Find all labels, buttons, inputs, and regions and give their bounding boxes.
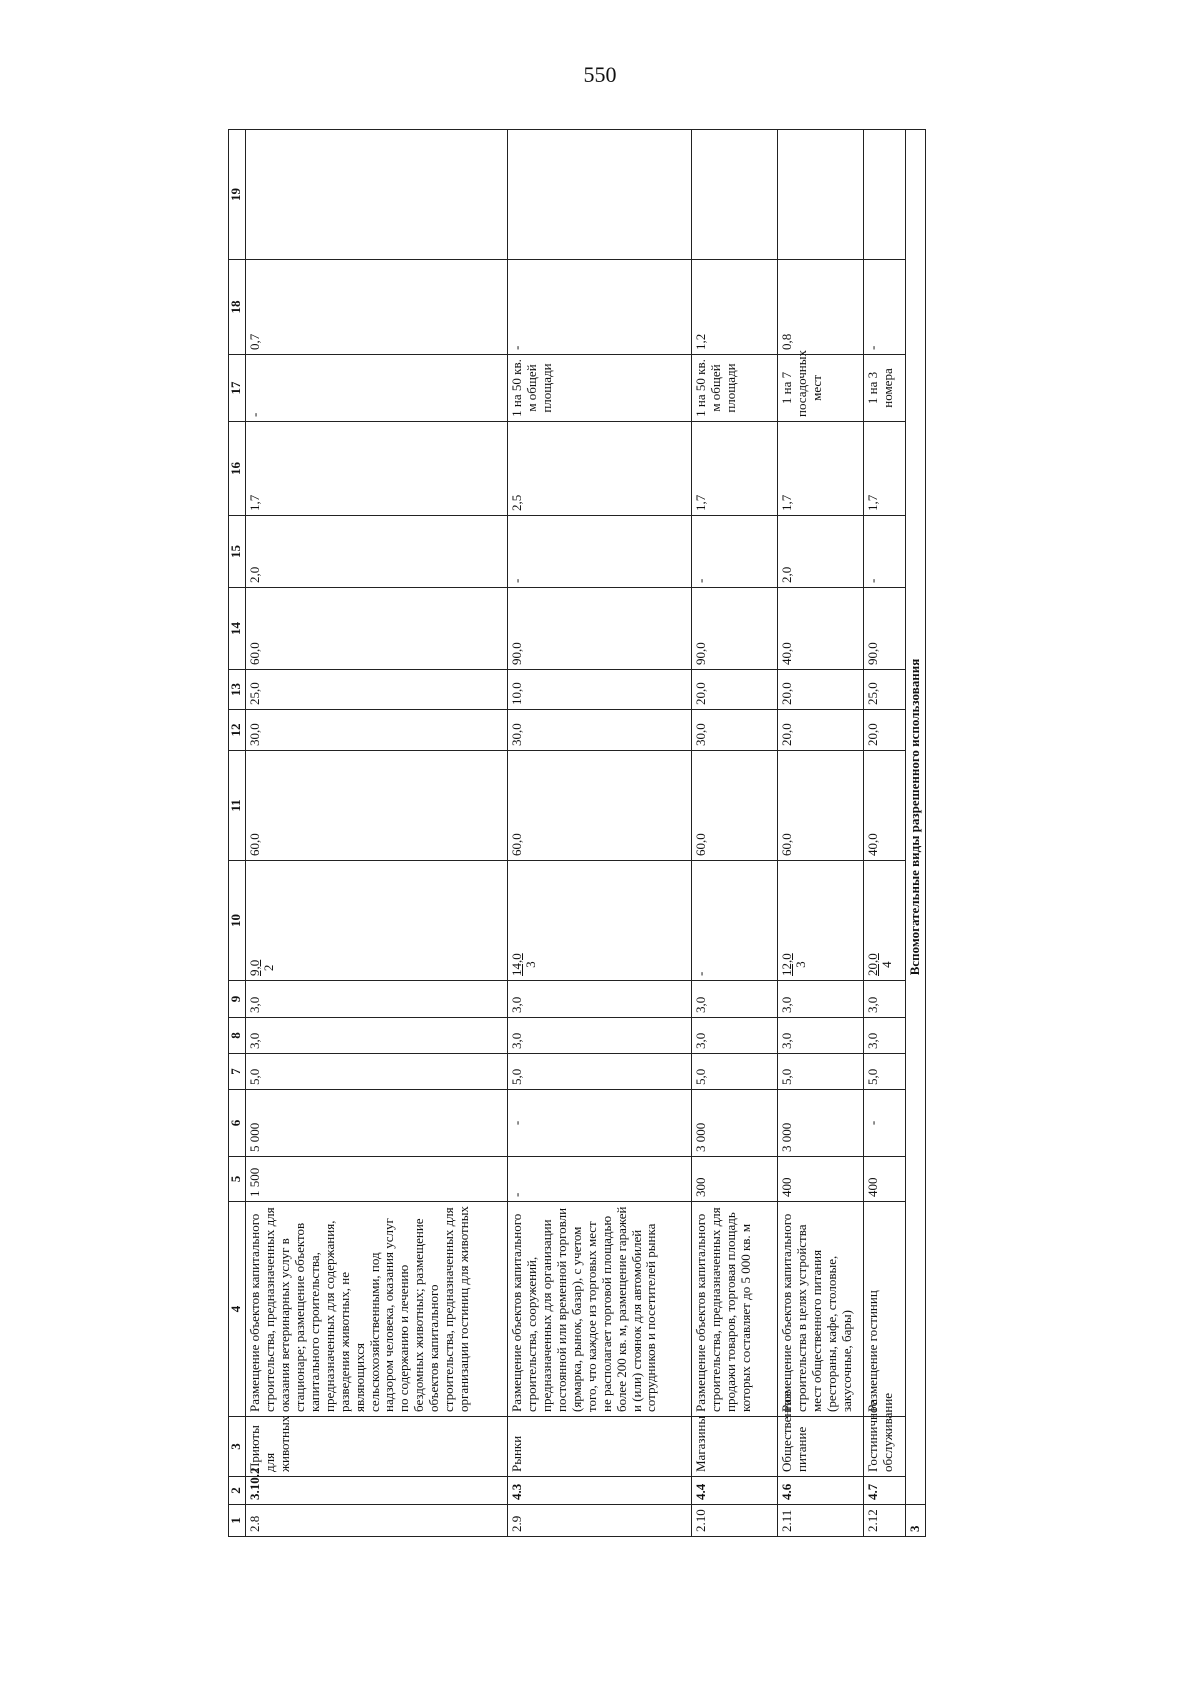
cell-row-number: 2.10 [692, 1505, 778, 1537]
cell-value: 5,0 [692, 1054, 778, 1090]
cell-value: 90,0 [692, 588, 778, 670]
cell-value: 5,0 [246, 1054, 508, 1090]
section-row [906, 130, 926, 1537]
cell-value: 25,0 [246, 670, 508, 710]
cell-value: 0,8 [778, 260, 864, 355]
section-number: 3 [906, 1505, 926, 1537]
cell-value: 1,7 [692, 422, 778, 516]
col-header: 19 [229, 130, 246, 260]
col-header: 18 [229, 260, 246, 355]
fraction [780, 953, 807, 976]
cell-value: 1,7 [246, 422, 508, 516]
cell-value: 10,0 [508, 670, 692, 710]
cell-value: 3,0 [246, 1018, 508, 1054]
col-header: 6 [229, 1090, 246, 1157]
col-header: 7 [229, 1054, 246, 1090]
col-header: 1 [229, 1505, 246, 1537]
cell-code: 4.4 [692, 1477, 778, 1505]
cell-value: 20,0 [864, 710, 906, 751]
cell-value: - [864, 516, 906, 588]
cell-value: 3,0 [692, 1018, 778, 1054]
col-header: 9 [229, 981, 246, 1018]
cell-value: 20,0 [692, 670, 778, 710]
cell-value: 5,0 [778, 1054, 864, 1090]
col-header: 14 [229, 588, 246, 670]
cell-value: 20,0 [778, 670, 864, 710]
cell-fraction [246, 861, 508, 981]
cell-parking: 1 на 3 номера [864, 355, 906, 422]
cell-description: Размещение объектов капитального строительства, предназначенных для оказания ветеринарных услуг в стационаре; размещение объектов капитального строительства, предназначенных для содержания, разведения животных, не являющихся сельскохозяйственными, под надзором человека, оказания услуг по содержанию и лечению бездомных животных; размещение объектов капитального строительства, предназначенных для организации гостиниц для животных [246, 1202, 508, 1417]
cell-value: 60,0 [246, 588, 508, 670]
cell-value: 2,0 [778, 516, 864, 588]
col-header: 15 [229, 516, 246, 588]
cell-use-name: Общественное питание [778, 1417, 864, 1477]
col-header: 12 [229, 710, 246, 751]
cell-parking: 1 на 50 кв. м общей площади [508, 355, 692, 422]
cell-value: 400 [778, 1157, 864, 1202]
cell-value: 3,0 [778, 981, 864, 1018]
fraction [510, 953, 537, 976]
cell-value: 2,5 [508, 422, 692, 516]
cell-empty [508, 130, 692, 260]
cell-value: - [508, 1090, 692, 1157]
cell-empty [246, 130, 508, 260]
table-row [692, 130, 778, 1537]
cell-value: 3,0 [508, 1018, 692, 1054]
cell-value: 60,0 [246, 751, 508, 861]
fraction-numerator: 12,0 [779, 953, 794, 976]
land-use-table [228, 129, 926, 1537]
cell-value: - [692, 516, 778, 588]
cell-value: 3,0 [778, 1018, 864, 1054]
cell-value: 20,0 [778, 710, 864, 751]
cell-value: 400 [864, 1157, 906, 1202]
cell-value: 1,2 [692, 260, 778, 355]
table-row [246, 130, 508, 1537]
cell-value: 3,0 [864, 981, 906, 1018]
cell-value: 30,0 [508, 710, 692, 751]
cell-value: 30,0 [692, 710, 778, 751]
col-header: 10 [229, 861, 246, 981]
cell-value: 0,7 [246, 260, 508, 355]
cell-code: 4.3 [508, 1477, 692, 1505]
cell-description: Размещение гостиниц [864, 1202, 906, 1417]
cell-parking: 1 на 50 кв. м общей площади [692, 355, 778, 422]
fraction-numerator: 20,0 [865, 953, 880, 976]
fraction [866, 953, 893, 976]
header-row [229, 130, 246, 1537]
table-row [508, 130, 692, 1537]
cell-value: 5,0 [508, 1054, 692, 1090]
fraction-numerator: 9,0 [247, 959, 262, 976]
cell-description: Размещение объектов капитального строительства в целях устройства мест общественного питания (рестораны, кафе, столовые, закусочные, бары) [778, 1202, 864, 1417]
page-number: 550 [583, 62, 617, 87]
cell-value: - [864, 1090, 906, 1157]
cell-empty [864, 130, 906, 260]
cell-value: 1,7 [778, 422, 864, 516]
cell-code: 3.10.2 [246, 1477, 508, 1505]
cell-value: 60,0 [778, 751, 864, 861]
fraction-denominator: 2 [260, 964, 276, 972]
cell-description: Размещение объектов капитального строительства, предназначенных для продажи товаров, торговая площадь которых составляет до 5 000 кв. м [692, 1202, 778, 1417]
col-header: 2 [229, 1477, 246, 1505]
table-row [864, 130, 906, 1537]
cell-value: 5 000 [246, 1090, 508, 1157]
col-header: 17 [229, 355, 246, 422]
col-header: 5 [229, 1157, 246, 1202]
table-row [778, 130, 864, 1537]
cell-value: 60,0 [692, 751, 778, 861]
cell-fraction [778, 861, 864, 981]
cell-value: - [508, 260, 692, 355]
cell-value: 90,0 [864, 588, 906, 670]
fraction [248, 960, 275, 976]
cell-row-number: 2.8 [246, 1505, 508, 1537]
cell-row-number: 2.12 [864, 1505, 906, 1537]
cell-fraction: - [692, 861, 778, 981]
cell-value: - [508, 1157, 692, 1202]
cell-value: 3 000 [692, 1090, 778, 1157]
cell-value: 30,0 [246, 710, 508, 751]
cell-value: 1 500 [246, 1157, 508, 1202]
cell-empty [778, 130, 864, 260]
cell-row-number: 2.9 [508, 1505, 692, 1537]
cell-use-name: Магазины [692, 1417, 778, 1477]
cell-value: 3 000 [778, 1090, 864, 1157]
cell-empty [692, 130, 778, 260]
cell-value: 40,0 [778, 588, 864, 670]
cell-value: 3,0 [864, 1018, 906, 1054]
cell-parking: - [246, 355, 508, 422]
cell-value: 300 [692, 1157, 778, 1202]
cell-value: 90,0 [508, 588, 692, 670]
cell-use-name: Гостиничное обслуживание [864, 1417, 906, 1477]
cell-use-name: Рынки [508, 1417, 692, 1477]
col-header: 16 [229, 422, 246, 516]
cell-value: 60,0 [508, 751, 692, 861]
section-title: Вспомогательные виды разрешенного использования [906, 130, 926, 1505]
col-header: 13 [229, 670, 246, 710]
col-header: 4 [229, 1202, 246, 1417]
fraction-denominator: 3 [522, 961, 538, 968]
col-header: 8 [229, 1018, 246, 1054]
cell-value: 3,0 [246, 981, 508, 1018]
cell-value: 2,0 [246, 516, 508, 588]
cell-value: 5,0 [864, 1054, 906, 1090]
cell-value: 25,0 [864, 670, 906, 710]
cell-use-name: Приюты для животных [246, 1417, 508, 1477]
fraction-denominator: 4 [878, 961, 894, 968]
col-header: 3 [229, 1417, 246, 1477]
cell-value: 3,0 [508, 981, 692, 1018]
rotated-table-container [228, 130, 985, 1537]
cell-description: Размещение объектов капитального строительства, сооружений, предназначенных для организации постоянной или временной торговли (ярмарка, рынок, базар), с учетом того, что каждое из торговых мест не располагает торговой площадью более 200 кв. м, размещение гаражей и (или) стоянок для автомобилей сотрудников и посетителей рынка [508, 1202, 692, 1417]
cell-value: - [508, 516, 692, 588]
cell-code: 4.7 [864, 1477, 906, 1505]
cell-value: - [864, 260, 906, 355]
fraction-numerator: 14,0 [509, 953, 524, 976]
col-header: 11 [229, 751, 246, 861]
cell-parking: 1 на 7 посадочных мест [778, 355, 864, 422]
cell-fraction [864, 861, 906, 981]
fraction-denominator: 3 [792, 961, 808, 968]
cell-value: 3,0 [692, 981, 778, 1018]
cell-code: 4.6 [778, 1477, 864, 1505]
cell-value: 1,7 [864, 422, 906, 516]
cell-row-number: 2.11 [778, 1505, 864, 1537]
cell-value: 40,0 [864, 751, 906, 861]
cell-fraction [508, 861, 692, 981]
